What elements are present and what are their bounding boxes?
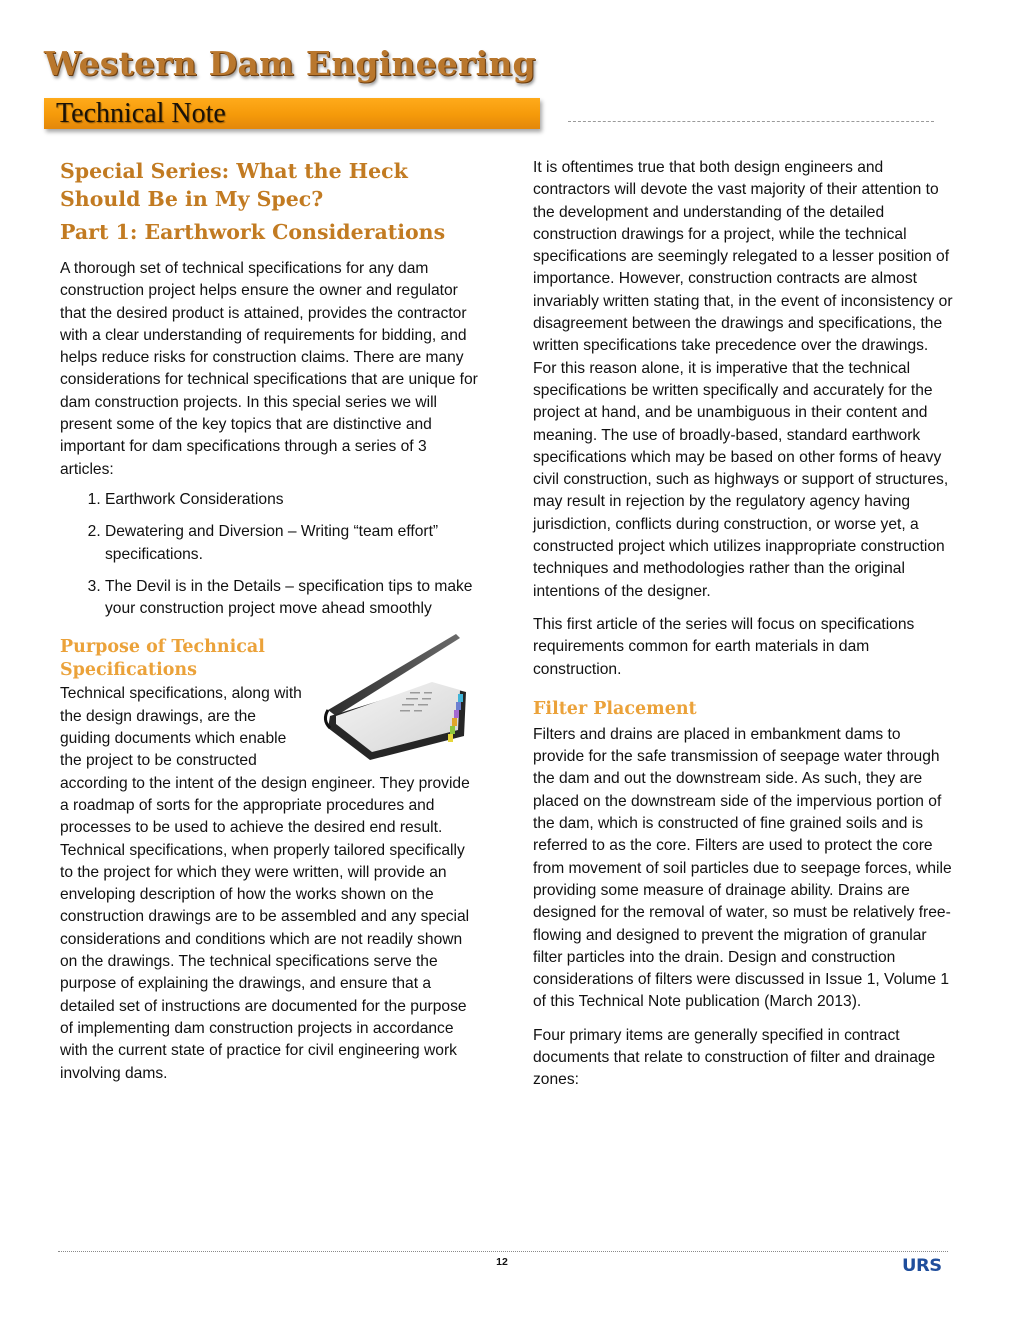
technical-note-banner <box>44 98 540 129</box>
series-focus-paragraph: This first article of the series will focus on specifications requirements common for earth materials in dam construction. <box>533 615 915 678</box>
binder-icon <box>314 632 474 767</box>
technical-note-label: Technical Note <box>56 98 226 129</box>
series-title: Special Series: What the Heck Should Be in My Spec? <box>60 159 408 211</box>
urs-logo: URS <box>902 1256 942 1276</box>
specs-precedence-paragraph: It is oftentimes true that both design engineers and contractors will devote the vast majority of their attention to the development and understanding of the detailed construction drawings for a project, while the technical specifications are seemingly relegated to a lesser position of importance. However, construction contracts are almost invariably written stating that, in the event of inconsistency or disagreement between the drawings and specifications, the written specifications take precedence over the drawings. For this reason alone, it is imperative that the technical specifications be written specifically and accurately for the project at hand, and be unambiguous in their content and meaning. The use of broadly-based, standard earthwork specifications which may be based on other forms of heavy civil construction, such as highways or support of structures, may result in rejection by the regulatory agency having jurisdiction, conflicts during construction, or worse yet, a constructed project which utilizes inappropriate construction techniques and methodologies rather than the original intentions of the designer. <box>533 159 953 600</box>
page-number: 12 <box>496 1256 508 1268</box>
four-items-paragraph: Four primary items are generally specified in contract documents that relate to construction of filter and drainage zones: <box>533 1026 936 1089</box>
article-list-item: 1. Earthwork Considerations <box>105 489 480 511</box>
right-column <box>533 157 953 1092</box>
article-list-item: 2. Dewatering and Diversion – Writing “team effort” specifications. <box>105 521 480 566</box>
brand-title: Western Dam Engineering <box>44 44 536 83</box>
left-column <box>60 157 480 1085</box>
header-dashed-divider <box>568 121 934 122</box>
filter-placement-heading: Filter Placement <box>533 698 697 719</box>
filter-placement-paragraph: Filters and drains are placed in embankment dams to provide for the safe transmission of seepage water through the dam and out the downstream side. As such, they are placed on the downstream side of the impervious portion of the dam, which is constructed of fine grained soils and is referred to as the core. Filters are used to protect the core from movement of soil particles due to seepage forces, while providing some measure of drainage ability. Drains are designed for the removal of water, so must be relatively free-flowing and designed to prevent the migration of granular filter particles into the drain. Design and construction considerations of filters were discussed in Issue 1, Volume 1 of this Technical Note publication (March 2013). <box>533 725 952 1011</box>
article-list <box>60 489 480 620</box>
footer-dotted-divider <box>58 1251 948 1252</box>
intro-paragraph: A thorough set of technical specifications for any dam construction project helps ensure the owner and regulator that the desired product is attained, provides the contractor with a clear understanding of requirements for bidding, and helps reduce risks for construction claims. There are many considerations for technical specifications that are unique for dam construction projects. In this special series we will present some of the key topics that are distinctive and important for dam specifications through a series of 3 articles: <box>60 260 478 478</box>
article-list-item: 3. The Devil is in the Details – specification tips to make your construction project move ahead smoothly <box>105 576 480 621</box>
part-title: Part 1: Earthwork Considerations <box>60 220 446 244</box>
purpose-paragraph: Technical specifications, along with the design drawings, are the guiding documents which enable the project to be constructed according to the intent of the design engineer. They provide a roadmap of sorts for the appropriate procedures and processes to be used to achieve the desired end result. Technical specifications, when properly tailored specifically to the project for which they were written, will provide an enveloping description of how the works shown on the construction drawings are to be assembled and any special considerations and conditions which are not readily shown on the drawings. The technical specifications serve the purpose of explaining the drawings, and ensure that a detailed set of instructions are documented for the purpose of implementing dam construction projects in accordance with the current state of practice for civil engineering work involving dams. <box>60 685 470 1082</box>
purpose-heading: Purpose of Technical Specifications <box>60 637 265 681</box>
masthead <box>44 44 536 84</box>
binder-image <box>314 632 474 767</box>
